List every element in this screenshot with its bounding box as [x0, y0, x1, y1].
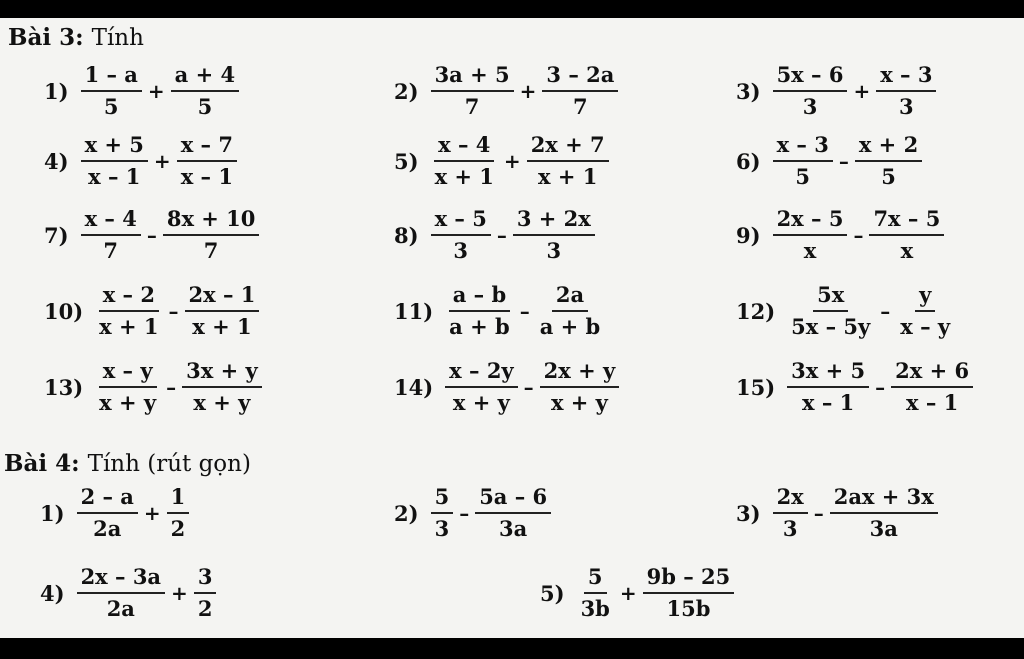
problem-number: 5): [540, 580, 565, 606]
fraction-numerator: 2 – a: [77, 484, 138, 514]
fraction-denominator: 15b: [666, 596, 711, 622]
fraction-numerator: 2x + 7: [527, 132, 609, 162]
fraction: [445, 358, 517, 417]
fraction-denominator: x + 1: [434, 164, 494, 190]
exercise-3-problem: [736, 62, 938, 121]
fraction-denominator: x + y: [193, 390, 251, 416]
fraction-numerator: 3a + 5: [431, 62, 514, 92]
fraction-numerator: 2x – 1: [185, 282, 260, 312]
fraction: [163, 206, 260, 265]
fraction-numerator: 2a: [552, 282, 588, 312]
fraction: [95, 358, 160, 417]
fraction: [855, 132, 922, 191]
operator-sign: –: [523, 375, 534, 400]
fraction-denominator: 7: [103, 238, 118, 264]
operator-sign: –: [875, 375, 886, 400]
fraction-numerator: 2x – 3a: [77, 564, 165, 594]
exercise-3-problem: [736, 132, 924, 191]
fraction-numerator: x – 4: [434, 132, 494, 162]
fraction-denominator: a + b: [449, 314, 510, 340]
fraction-denominator: x: [803, 238, 817, 264]
fraction-numerator: x – 5: [431, 206, 491, 236]
fraction-numerator: x – 2y: [445, 358, 517, 388]
fraction: [431, 484, 454, 543]
fraction: [431, 132, 498, 191]
exercise-4-problem: [394, 484, 553, 543]
fraction-numerator: x + 2: [855, 132, 922, 162]
problem-number: 1): [40, 500, 65, 526]
operator-sign: +: [619, 581, 637, 606]
problem-number: 3): [736, 78, 761, 104]
fraction-numerator: x – 2: [99, 282, 159, 312]
fraction: [891, 358, 973, 417]
problem-number: 11): [394, 298, 434, 324]
fraction-numerator: x – 4: [81, 206, 141, 236]
fraction: [475, 484, 551, 543]
exercise-3-problem: [394, 62, 620, 121]
fraction: [830, 484, 938, 543]
problem-number: 12): [736, 298, 776, 324]
fraction-denominator: 2: [197, 596, 213, 622]
fraction: [194, 564, 217, 623]
exercise-4-label: Bài 4:: [4, 450, 80, 477]
fraction-denominator: 2a: [106, 596, 135, 622]
fraction-denominator: x + 1: [99, 314, 159, 340]
fraction-denominator: 3b: [580, 596, 610, 622]
problem-number: 14): [394, 374, 434, 400]
fraction: [513, 206, 595, 265]
fraction-denominator: 5x – 5y: [791, 314, 871, 340]
exercise-3-problem: [736, 282, 956, 341]
operator-sign: –: [853, 223, 864, 248]
problem-number: 4): [40, 580, 65, 606]
problem-number: 3): [736, 500, 761, 526]
fraction-numerator: 3 + 2x: [513, 206, 595, 236]
fraction-denominator: x + 1: [192, 314, 252, 340]
fraction-numerator: x – 3: [773, 132, 833, 162]
fraction: [431, 62, 514, 121]
operator-sign: –: [496, 223, 507, 248]
exercise-4-problem: [40, 564, 218, 623]
worksheet-page: [0, 18, 1024, 638]
fraction: [182, 358, 262, 417]
fraction-numerator: 5a – 6: [475, 484, 551, 514]
exercise-4-problem: [40, 484, 191, 543]
fraction-denominator: 3: [802, 94, 818, 120]
fraction: [869, 206, 944, 265]
fraction: [185, 282, 260, 341]
operator-sign: –: [519, 299, 530, 324]
exercise-3-problem: [394, 358, 621, 417]
fraction-numerator: 5x – 6: [773, 62, 848, 92]
fraction: [577, 564, 614, 623]
fraction: [527, 132, 609, 191]
problem-number: 1): [44, 78, 69, 104]
fraction-denominator: 7: [203, 238, 219, 264]
fraction-denominator: 5: [197, 94, 213, 120]
exercise-3-problem: [394, 206, 597, 265]
fraction-denominator: 3: [899, 94, 914, 120]
fraction: [542, 62, 618, 121]
exercise-3-title: Tính: [91, 25, 144, 51]
fraction-denominator: x – 1: [88, 164, 141, 190]
fraction-numerator: x + 5: [81, 132, 148, 162]
fraction: [876, 62, 936, 121]
operator-sign: –: [168, 299, 179, 324]
fraction: [773, 62, 848, 121]
fraction: [77, 564, 165, 623]
fraction-numerator: 3x + y: [182, 358, 262, 388]
fraction: [773, 206, 848, 265]
fraction-denominator: 5: [103, 94, 119, 120]
problem-number: 2): [394, 78, 419, 104]
problem-number: 5): [394, 148, 419, 174]
exercise-3-problem: [44, 282, 261, 341]
fraction-numerator: 5: [584, 564, 607, 594]
fraction-numerator: a + 4: [171, 62, 239, 92]
exercise-3-problem: [44, 132, 239, 191]
fraction: [787, 358, 869, 417]
fraction: [536, 282, 605, 341]
exercise-3-label: Bài 3:: [8, 24, 84, 51]
operator-sign: +: [853, 79, 871, 104]
fraction-denominator: x + y: [99, 390, 157, 416]
operator-sign: –: [838, 149, 849, 174]
fraction-numerator: x – y: [99, 358, 157, 388]
fraction-numerator: a – b: [449, 282, 510, 312]
problem-number: 4): [44, 148, 69, 174]
fraction-denominator: x + y: [550, 390, 608, 416]
fraction: [167, 484, 190, 543]
fraction-denominator: 2: [170, 516, 186, 542]
fraction: [81, 206, 141, 265]
fraction-numerator: 3x + 5: [787, 358, 869, 388]
fraction: [95, 282, 162, 341]
fraction-numerator: 5: [431, 484, 454, 514]
problem-number: 8): [394, 222, 419, 248]
fraction-denominator: 2a: [93, 516, 122, 542]
fraction-numerator: 5x: [813, 282, 848, 312]
operator-sign: +: [519, 79, 537, 104]
fraction-numerator: 8x + 10: [163, 206, 260, 236]
fraction: [896, 282, 954, 341]
fraction-denominator: 5: [881, 164, 896, 190]
fraction: [77, 484, 138, 543]
fraction-numerator: x – 7: [177, 132, 237, 162]
fraction-numerator: x – 3: [876, 62, 936, 92]
fraction-numerator: 2x – 5: [773, 206, 848, 236]
problem-number: 15): [736, 374, 776, 400]
problem-number: 13): [44, 374, 84, 400]
fraction-denominator: x – 1: [802, 390, 855, 416]
problem-number: 2): [394, 500, 419, 526]
fraction-numerator: 3: [194, 564, 217, 594]
problem-number: 6): [736, 148, 761, 174]
operator-sign: –: [880, 299, 891, 324]
fraction-denominator: 7: [464, 94, 480, 120]
problem-number: 10): [44, 298, 84, 324]
fraction-numerator: y: [915, 282, 935, 312]
operator-sign: +: [171, 581, 188, 606]
fraction-denominator: x + y: [452, 390, 510, 416]
fraction: [81, 132, 148, 191]
fraction-numerator: 7x – 5: [869, 206, 944, 236]
fraction-denominator: x: [900, 238, 914, 264]
fraction-numerator: 1: [167, 484, 190, 514]
operator-sign: –: [166, 375, 177, 400]
exercise-3-problem: [394, 282, 606, 341]
fraction: [177, 132, 237, 191]
exercise-3-problem: [394, 132, 611, 191]
fraction-denominator: 3: [782, 516, 798, 542]
exercise-3-problem: [44, 62, 241, 121]
exercise-3-problem: [736, 358, 975, 417]
operator-sign: +: [147, 79, 165, 104]
fraction: [431, 206, 491, 265]
fraction: [81, 62, 142, 121]
fraction-numerator: 2x + y: [540, 358, 620, 388]
fraction-denominator: 3: [546, 238, 562, 264]
exercise-3-problem: [44, 358, 264, 417]
exercise-4-heading: [4, 450, 251, 477]
fraction-numerator: 3 – 2a: [542, 62, 618, 92]
exercise-3-heading: [8, 24, 144, 51]
fraction-denominator: 3a: [499, 516, 528, 542]
fraction-numerator: 1 – a: [81, 62, 142, 92]
fraction-denominator: 3a: [869, 516, 898, 542]
exercise-4-problem: [736, 484, 940, 543]
fraction-numerator: 2x: [773, 484, 808, 514]
fraction: [773, 132, 833, 191]
fraction-numerator: 9b – 25: [643, 564, 735, 594]
fraction-denominator: x – 1: [905, 390, 959, 416]
operator-sign: +: [143, 501, 161, 526]
operator-sign: +: [153, 149, 171, 174]
exercise-4-problem: [540, 564, 736, 623]
operator-sign: –: [813, 501, 824, 526]
fraction-numerator: 2x + 6: [891, 358, 973, 388]
operator-sign: +: [503, 149, 521, 174]
fraction: [445, 282, 514, 341]
fraction: [643, 564, 735, 623]
fraction-denominator: x + 1: [537, 164, 598, 190]
fraction-denominator: a + b: [539, 314, 601, 340]
fraction: [787, 282, 874, 341]
operator-sign: –: [146, 223, 157, 248]
fraction-denominator: 3: [434, 516, 450, 542]
problem-number: 9): [736, 222, 761, 248]
fraction: [171, 62, 239, 121]
fraction-denominator: 5: [795, 164, 810, 190]
problem-number: 7): [44, 222, 69, 248]
exercise-4-title: Tính (rút gọn): [87, 451, 251, 477]
fraction-numerator: 2ax + 3x: [830, 484, 938, 514]
exercise-3-problem: [44, 206, 261, 265]
exercise-3-problem: [736, 206, 946, 265]
fraction-denominator: x – y: [900, 314, 951, 340]
fraction: [773, 484, 808, 543]
fraction-denominator: x – 1: [180, 164, 233, 190]
fraction-denominator: 3: [453, 238, 468, 264]
fraction-denominator: 7: [573, 94, 588, 120]
operator-sign: –: [459, 501, 470, 526]
fraction: [540, 358, 620, 417]
